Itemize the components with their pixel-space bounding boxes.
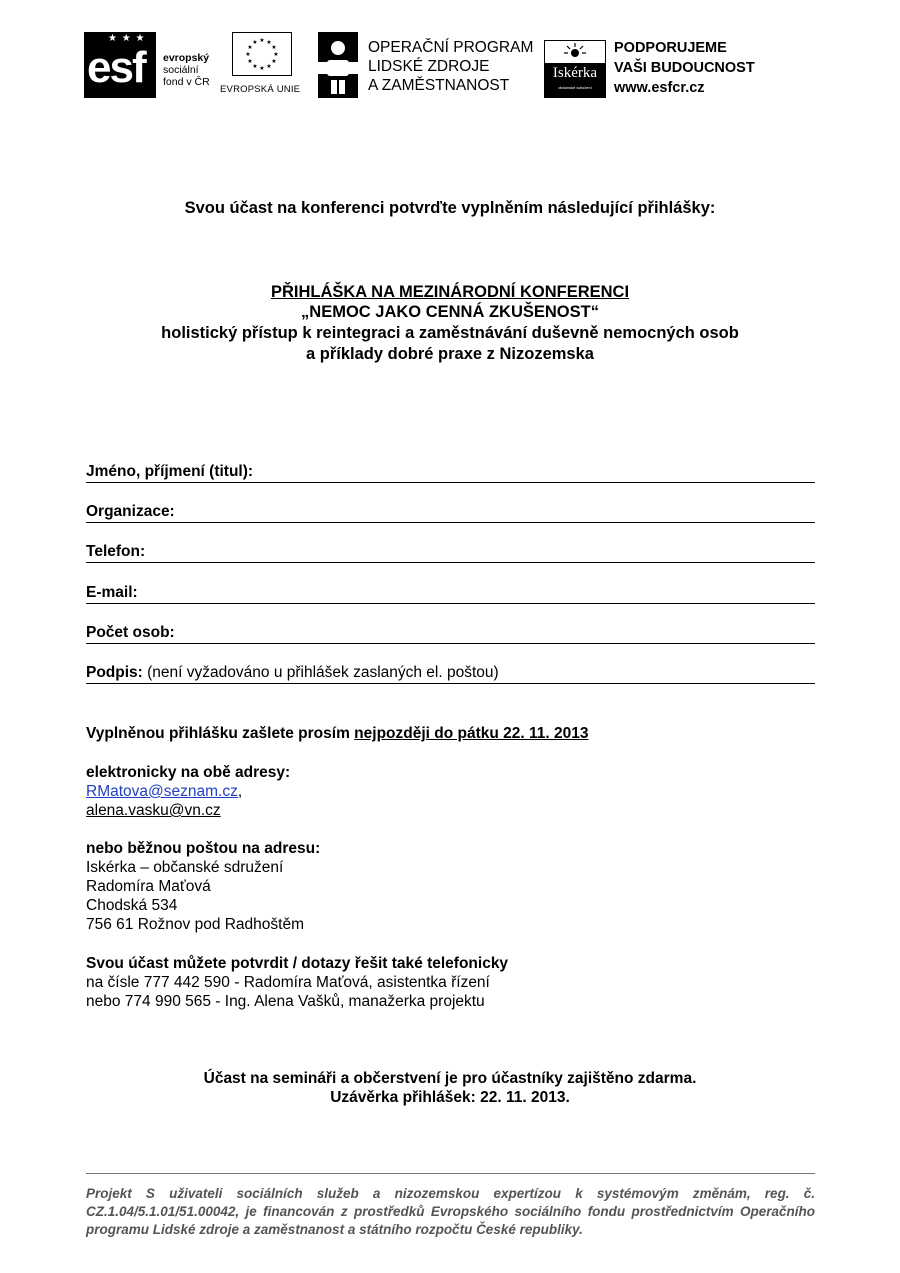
- postal-line1: Iskérka – občanské sdružení: [86, 859, 284, 876]
- intro-text: Svou účast na konferenci potvrďte vyplněním následující přihlášky:: [184, 199, 716, 217]
- email-label: E-mail:: [86, 584, 138, 601]
- postal-line3: Chodská 534: [86, 897, 178, 914]
- signature-field[interactable]: [86, 664, 815, 684]
- eu-stars-icon: [233, 33, 291, 75]
- postal-line2: Radomíra Maťová: [86, 878, 211, 895]
- svg-text:★: ★: [252, 39, 258, 46]
- email1-suffix: ,: [237, 783, 243, 800]
- svg-text:★: ★: [252, 63, 258, 70]
- svg-text:★: ★: [271, 44, 277, 51]
- iskerka-logo: [544, 40, 606, 98]
- phone-info-block: [86, 954, 508, 1011]
- op-logo-text: [368, 38, 533, 95]
- name-label: Jméno, příjmení (titul):: [86, 463, 254, 480]
- svg-text:★: ★: [273, 51, 279, 58]
- title-line1: [0, 283, 900, 302]
- sun-icon: [545, 41, 605, 63]
- deadline-text: [86, 724, 588, 743]
- organization-field[interactable]: [86, 503, 815, 523]
- esf-logo: [84, 32, 156, 98]
- postal-block: [86, 839, 320, 934]
- eu-label: EVROPSKÁ UNIE: [220, 84, 301, 95]
- phone-info-heading: Svou účast můžete potvrdit / dotazy řešit také telefonicky: [86, 955, 509, 972]
- deadline-date: nejpozději do pátku 22. 11. 2013: [354, 725, 589, 742]
- closing-line2: Uzávěrka přihlášek: 22. 11. 2013.: [330, 1089, 570, 1106]
- name-field[interactable]: [86, 463, 815, 483]
- email1-line: [86, 782, 290, 801]
- eu-flag-icon: [232, 32, 292, 76]
- phone-label: Telefon:: [86, 543, 146, 560]
- footer-note: Projekt S uživateli sociálních služeb a nizozemskou expertízou k systémovým změnám, reg. č. CZ.1.04/5.1.01/51.00042, je financován z prostředků Evropského sociálního fondu prostřednictvím Operačního programu Lidské zdroje a zaměstnanost a státního rozpočtu České republiky.: [86, 1186, 815, 1237]
- postal-heading: nebo běžnou poštou na adresu:: [86, 840, 321, 857]
- phone-info-line2: nebo 774 990 565 - Ing. Alena Vašků, manažerka projektu: [86, 993, 485, 1010]
- title-line2: „NEMOC JAKO CENNÁ ZKUŠENOST“: [301, 303, 599, 321]
- deadline-prefix: Vyplněnou přihlášku zašlete prosím: [86, 725, 355, 742]
- email2-line: [86, 801, 290, 820]
- svg-text:★: ★: [271, 58, 277, 65]
- email-field[interactable]: [86, 584, 815, 604]
- count-label: Počet osob:: [86, 624, 175, 641]
- esf-stars-icon: ★ ★ ★: [108, 33, 146, 44]
- esf-line3: fond v ČR: [163, 76, 210, 88]
- iskerka-name: Iskérka: [552, 65, 598, 81]
- esf-line1: evropský: [163, 52, 210, 64]
- podporujeme-line1: PODPORUJEME: [614, 40, 727, 56]
- footer-divider: [86, 1173, 815, 1174]
- title-main: PŘIHLÁŠKA NA MEZINÁRODNÍ KONFERENCI: [270, 283, 630, 301]
- svg-text:★: ★: [259, 37, 265, 44]
- phone-info-line1: na čísle 777 442 590 - Radomíra Maťová, asistentka řízení: [86, 974, 490, 991]
- title-line3: holistický přístup k reintegraci a zaměstnávání duševně nemocných osob: [161, 324, 739, 342]
- svg-text:★: ★: [259, 65, 265, 72]
- electronic-block: [86, 763, 290, 820]
- signature-note: (není vyžadováno u přihlášek zaslaných el. poštou): [142, 664, 499, 681]
- op-line1: OPERAČNÍ PROGRAM: [368, 39, 534, 56]
- signature-label: Podpis:: [86, 664, 143, 681]
- iskerka-sub: občanské sdružení: [558, 85, 592, 90]
- closing-line1: Účast na semináři a občerstvení je pro účastníky zajištěno zdarma.: [203, 1070, 697, 1087]
- podporujeme-text: [614, 38, 755, 98]
- email1-link[interactable]: RMatova@seznam.cz: [86, 783, 238, 800]
- electronic-heading: elektronicky na obě adresy:: [86, 764, 291, 781]
- organization-label: Organizace:: [86, 503, 175, 520]
- email2-link[interactable]: alena.vasku@vn.cz: [86, 802, 221, 819]
- svg-text:★: ★: [266, 39, 272, 46]
- logo-row: [84, 30, 764, 100]
- esf-logo-text: [163, 52, 210, 88]
- esf-logo-letters: esf: [87, 43, 145, 92]
- podporujeme-line3[interactable]: www.esfcr.cz: [614, 80, 705, 96]
- count-field[interactable]: [86, 624, 815, 644]
- podporujeme-line2: VAŠI BUDOUCNOST: [614, 60, 755, 76]
- phone-field[interactable]: [86, 543, 815, 563]
- esf-line2: sociální: [163, 64, 199, 76]
- op-logo-icon: [318, 32, 358, 98]
- svg-text:★: ★: [266, 63, 272, 70]
- title-line4: a příklady dobré praxe z Nizozemska: [306, 345, 594, 363]
- svg-text:★: ★: [247, 44, 253, 51]
- postal-line4: 756 61 Rožnov pod Radhoštěm: [86, 916, 305, 933]
- op-line2: LIDSKÉ ZDROJE: [368, 58, 490, 75]
- svg-text:★: ★: [247, 58, 253, 65]
- svg-text:★: ★: [245, 51, 251, 58]
- op-line3: A ZAMĚSTNANOST: [368, 77, 510, 94]
